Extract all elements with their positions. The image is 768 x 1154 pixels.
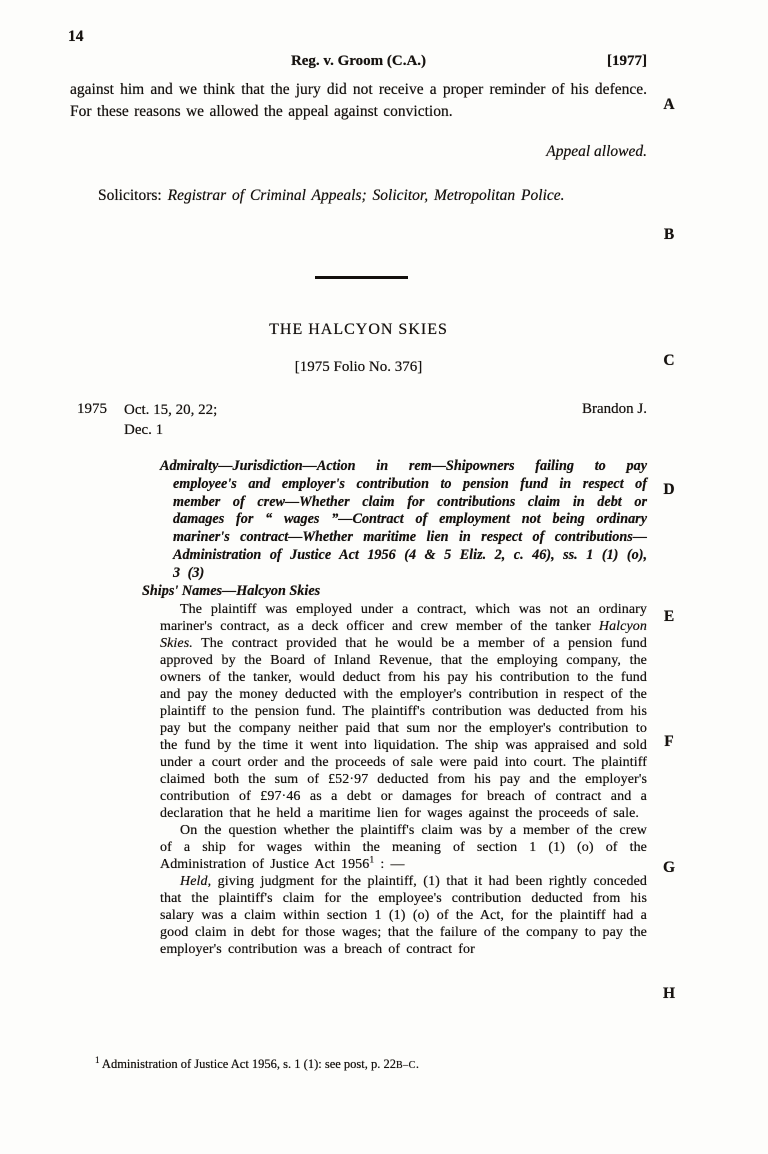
solicitors-names: Registrar of Criminal Appeals; Solicitor, Metropolitan Police. [167,187,565,204]
margin-letter-g: G [662,859,676,876]
groom-result: Appeal allowed. [546,143,647,160]
running-head [70,53,647,70]
running-head-year: [1977] [607,53,647,69]
case-title: THE HALCYON SKIES [269,321,448,338]
margin-letter-h: H [662,985,676,1002]
groom-solicitors-paragraph [70,185,647,207]
catchwords: Admiralty—Jurisdiction—Action in rem—Shipowners failing to pay employee's and employer's contribution to pension fund in respect of member of crew—Whether claim for contributions claim in debt or damages for “ wages ”—Contract of employment not being ordinary mariner's contract—Whether maritime lien in respect of contributions—Administration of Justice Act 1956 (4 & 5 Eliz. 2, c. 46), ss. 1 (1) (o), 3 (3) [160,458,647,581]
catchword-block [142,458,647,600]
hearing-dates [124,401,217,440]
footnote-end: . [415,1057,419,1071]
headnote-p1-text: The plaintiff was employed under a contract, which was not an ordinary mariner's contract, as a deck officer and crew member of the tanker [160,602,647,634]
groom-closing-paragraph: against him and we think that the jury did not receive a proper reminder of his defence. For these reasons we allowed the appeal against conviction. [70,81,647,120]
footnote-page-letters: B–C [396,1060,416,1071]
footnote-number: 1 [95,1054,100,1065]
section-divider-rule [315,276,408,279]
solicitors-label: Solicitors: [98,187,168,204]
headnote-p2-tail: : — [374,857,405,872]
headnote-p2-text: On the question whether the plaintiff's claim was by a member of the crew of a ship for wages within the meaning of section 1 (1) (o) of the Administration of Justice Act 1956 [160,823,647,872]
folio-number: [1975 Folio No. 376] [294,359,423,375]
margin-letter-d: D [663,481,675,498]
headnote [160,601,647,958]
margin-letter-b: B [663,226,675,243]
hearing-dates-line1: Oct. 15, 20, 22; [124,402,218,418]
held-label: Held, [180,874,212,889]
headnote-paragraph-3 [160,873,647,958]
ship-name-italic: Halcyon Skies. [160,619,647,651]
margin-letter-e: E [663,608,675,625]
hearing-year: 1975 [77,401,107,417]
headnote-p1-text-cont: The contract provided that he would be a member of a pension fund approved by the Board of Inland Revenue, that the employing company, the owners of the tanker, would deduct from his pay his contribution to the fund and pay the money deducted with the employer's contribution in respect of the plaintiff to the pension fund. The plaintiff's contribution was deducted from his pay but the company neither paid that sum nor the employer's contribution to the fund by the time it went into liquidation. The ship was appraised and sold under a court order and the proceeds of sale were paid into court. The plaintiff claimed both the sum of £52·97 deducted from his pay and the employer's contribution of £97·46 as a debt or damages for breach of contract and a declaration that he held a maritime lien for wages against the proceeds of sale. [160,636,647,821]
margin-letter-f: F [664,733,674,750]
footnote [95,1054,647,1072]
page-number: 14 [68,28,84,45]
margin-letter-a: A [663,96,675,113]
ships-names: Ships' Names—Halcyon Skies [142,582,321,599]
headnote-paragraph-1 [160,601,647,822]
footnote-text: Administration of Justice Act 1956, s. 1 (1): see post, p. 22 [99,1057,397,1071]
footnote-reference-marker: 1 [369,855,375,866]
hearing-dates-line2: Dec. 1 [124,421,164,438]
judge-name: Brandon J. [582,401,647,417]
headnote-paragraph-2 [160,822,647,873]
headnote-p3-text: giving judgment for the plaintiff, (1) that it had been rightly conceded that the plaintiff's claim for the employee's contribution deducted from his salary was a claim within section 1 (1) (o) of the Act, for the plaintiff had a good claim in debt for those wages; that the failure of the company to pay the employer's contribution was a breach of contract for [160,874,647,957]
running-head-case-name: Reg. v. Groom (C.A.) [290,53,427,69]
margin-letter-c: C [663,352,675,369]
